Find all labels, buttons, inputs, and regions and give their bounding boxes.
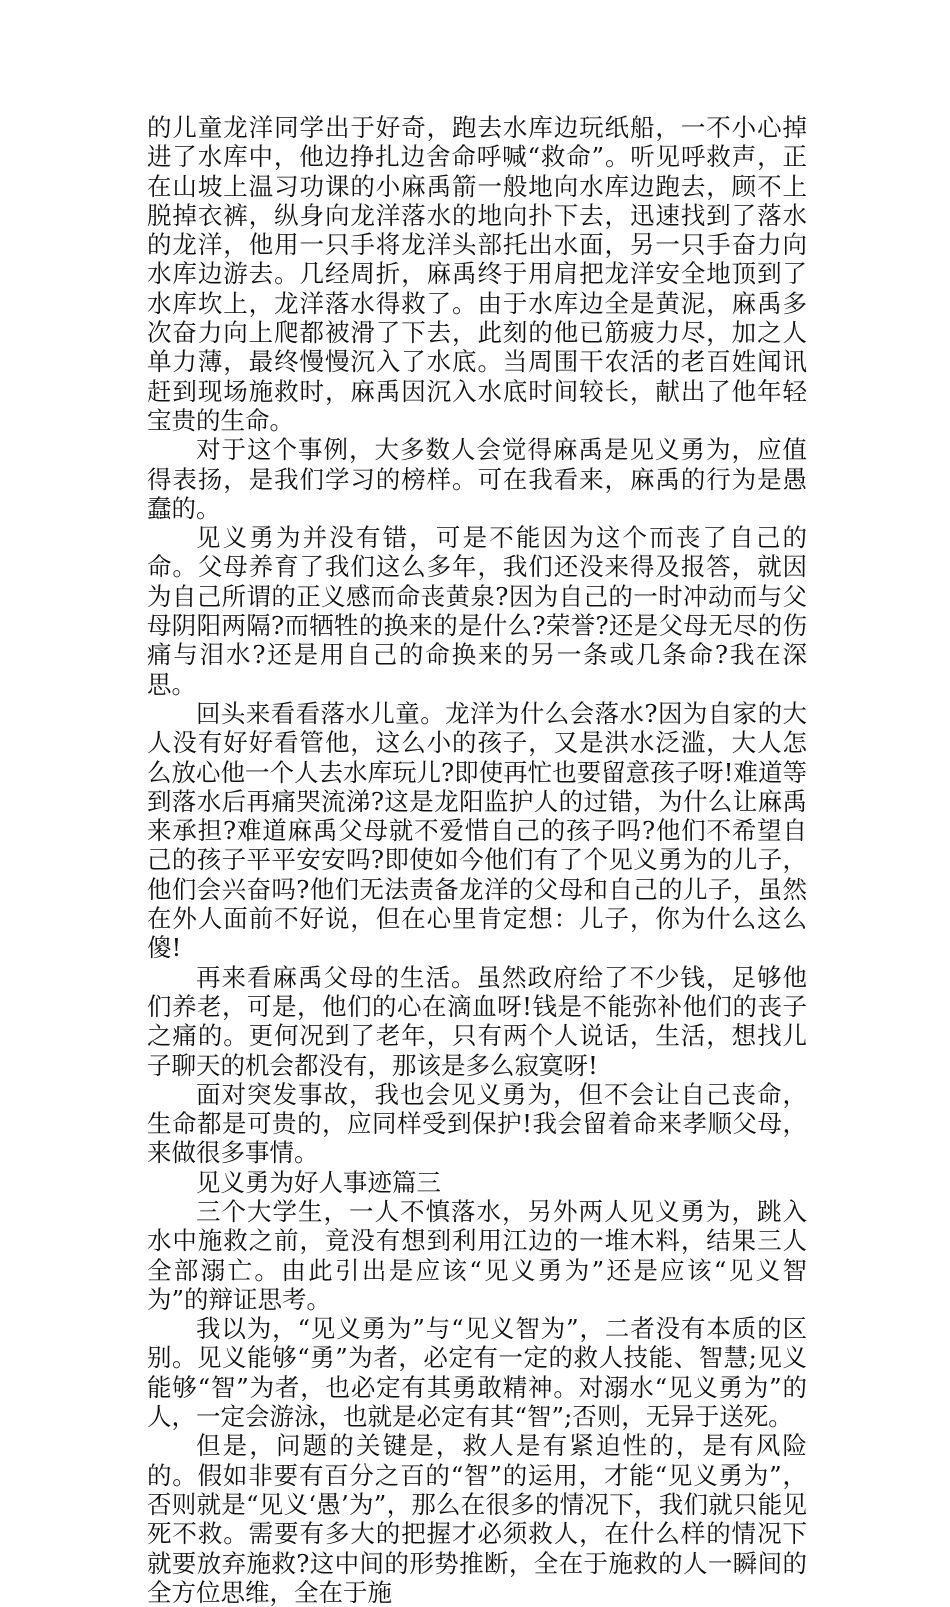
- paragraph: 对于这个事例，大多数人会觉得麻禹是见义勇为，应值得表扬，是我们学习的榜样。可在我看来，麻禹的行为是愚蠢的。: [147, 435, 807, 523]
- document-page: [147, 113, 807, 1607]
- paragraph: 的儿童龙洋同学出于好奇，跑去水库边玩纸船，一不小心掉进了水库中，他边挣扎边舍命呼喊“救命”。听见呼救声，正在山坡上温习功课的小麻禹箭一般地向水库边跑去，顾不上脱掉衣裤，纵身向龙洋落水的地向扑下去，迅速找到了落水的龙洋，他用一只手将龙洋头部托出水面，另一只手奋力向水库边游去。几经周折，麻禹终于用肩把龙洋安全地顶到了水库坎上，龙洋落水得救了。由于水库边全是黄泥，麻禹多次奋力向上爬都被滑了下去，此刻的他已筋疲力尽，加之人单力薄，最终慢慢沉入了水底。当周围干农活的老百姓闻讯赶到现场施救时，麻禹因沉入水底时间较长，献出了他年轻宝贵的生命。: [147, 113, 807, 435]
- section-heading: 见义勇为好人事迹篇三: [196, 1167, 441, 1197]
- paragraph: 面对突发事故，我也会见义勇为，但不会让自己丧命，生命都是可贵的，应同样受到保护!我会留着命来孝顺父母，来做很多事情。: [147, 1079, 807, 1168]
- paragraph: 回头来看看落水儿童。龙洋为什么会落水?因为自家的大人没有好好看管他，这么小的孩子，又是洪水泛滥，大人怎么放心他一个人去水库玩儿?即使再忙也要留意孩子呀!难道等到落水后再痛哭流涕?这是龙阳监护人的过错，为什么让麻禹来承担?难道麻禹父母就不爱惜自己的孩子吗?他们不希望自己的孩子平平安安吗?即使如今他们有了个见义勇为的儿子，他们会兴奋吗?他们无法责备龙洋的父母和自己的儿子，虽然在外人面前不好说，但在心里肯定想：儿子，你为什么这么傻!: [147, 698, 807, 963]
- paragraph: 见义勇为并没有错，可是不能因为这个而丧了自己的命。父母养育了我们这么多年，我们还没来得及报答，就因为自己所谓的正义感而命丧黄泉?因为自己的一时冲动而与父母阴阳两隔?而牺牲的换来的是什么?荣誉?还是父母无尽的伤痛与泪水?还是用自己的命换来的另一条或几条命?我在深思。: [147, 523, 807, 699]
- paragraph: 但是，问题的关键是，救人是有紧迫性的，是有风险的。假如非要有百分之百的“智”的运用，才能“见义勇为”，否则就是“见义‘愚’为”，那么在很多的情况下，我们就只能见死不救。需要有多大的把握才必须救人，在什么样的情况下就要放弃施救?这中间的形势推断，全在于施救的人一瞬间的全方位思维，全在于施: [147, 1431, 807, 1607]
- paragraph: 三个大学生，一人不慎落水，另外两人见义勇为，跳入水中施救之前，竟没有想到利用江边的一堆木料，结果三人全部溺亡。由此引出是应该“见义勇为”还是应该“见义智为”的辩证思考。: [147, 1196, 807, 1314]
- paragraph: 再来看麻禹父母的生活。虽然政府给了不少钱，足够他们养老，可是，他们的心在滴血呀!钱是不能弥补他们的丧子之痛的。更何况到了老年，只有两个人说话，生活，想找儿子聊天的机会都没有，那该是多么寂寞呀!: [147, 962, 807, 1080]
- paragraph: 我以为，“见义勇为”与“见义智为”，二者没有本质的区别。见义能够“勇”为者，必定有一定的救人技能、智慧;见义能够“智”为者，也必定有其勇敢精神。对溺水“见义勇为”的人，一定会游泳，也就是必定有其“智”;否则，无异于送死。: [147, 1314, 807, 1432]
